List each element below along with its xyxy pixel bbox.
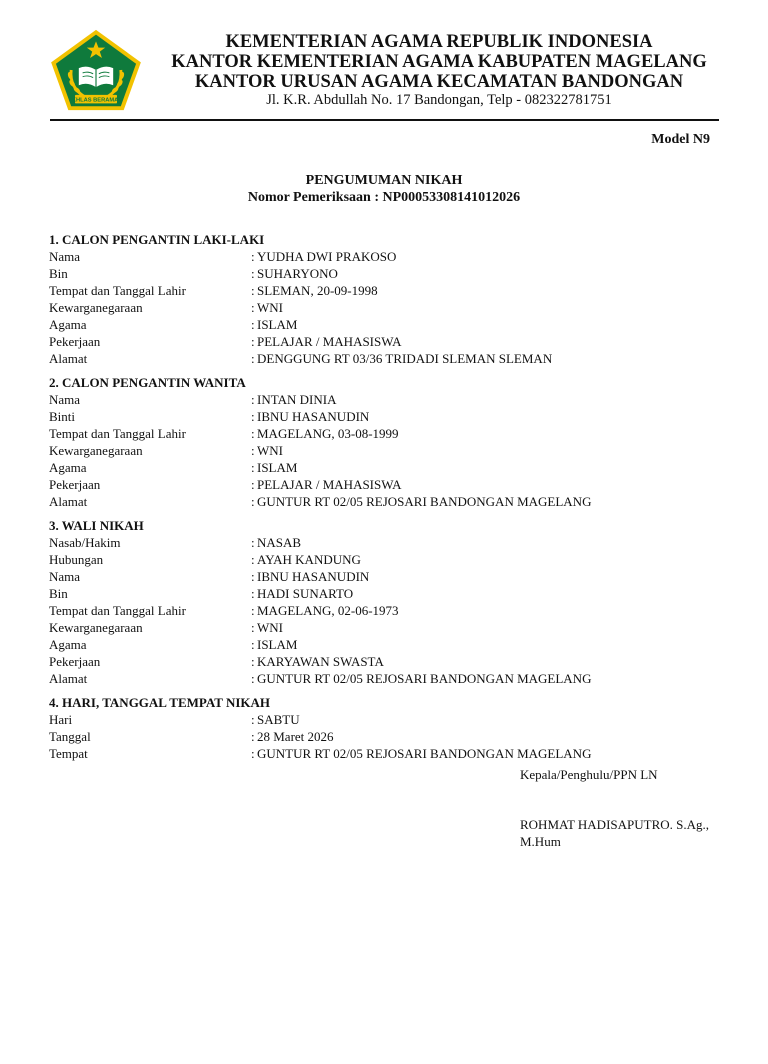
field-row [49, 442, 739, 459]
field-label: Tanggal [49, 729, 91, 744]
document-title: PENGUMUMAN NIKAH [305, 173, 463, 188]
field-row [49, 636, 739, 653]
field-separator: : [251, 392, 255, 407]
field-separator: : [251, 426, 255, 441]
field-row [49, 568, 739, 585]
field-label: Pekerjaan [49, 477, 101, 492]
field-separator: : [251, 637, 255, 652]
field-separator: : [251, 552, 255, 567]
field-label: Alamat [49, 351, 88, 366]
announcement-body [49, 231, 739, 762]
regency-office-name: KANTOR KEMENTERIAN AGAMA KABUPATEN MAGELANG [171, 52, 707, 72]
section-title: 4. HARI, TANGGAL TEMPAT NIKAH [49, 695, 271, 710]
field-value: SABTU [257, 712, 300, 727]
field-value: WNI [257, 300, 283, 315]
section-title: 3. WALI NIKAH [49, 518, 144, 533]
field-label: Nama [49, 569, 81, 584]
field-separator: : [251, 603, 255, 618]
field-label: Pekerjaan [49, 654, 101, 669]
field-label: Alamat [49, 494, 88, 509]
field-separator: : [251, 671, 255, 686]
field-row [49, 391, 739, 408]
field-label: Tempat dan Tanggal Lahir [49, 426, 186, 441]
form-model-code: Model N9 [651, 132, 710, 147]
field-separator: : [251, 460, 255, 475]
field-row [49, 745, 739, 762]
field-separator: : [251, 620, 255, 635]
field-value: SUHARYONO [257, 266, 338, 281]
signatory-name-line1: ROHMAT HADISAPUTRO. S.Ag., [520, 817, 710, 832]
field-row [49, 299, 739, 316]
field-separator: : [251, 729, 255, 744]
field-row [49, 248, 739, 265]
field-separator: : [251, 535, 255, 550]
field-value: MAGELANG, 02-06-1973 [257, 603, 399, 618]
field-label: Nama [49, 392, 81, 407]
field-label: Alamat [49, 671, 88, 686]
field-row [49, 653, 739, 670]
field-separator: : [251, 443, 255, 458]
field-label: Tempat dan Tanggal Lahir [49, 603, 186, 618]
letterhead-divider [50, 119, 719, 121]
field-separator: : [251, 249, 255, 264]
field-label: Kewarganegaraan [49, 443, 143, 458]
field-value: SLEMAN, 20-09-1998 [257, 283, 378, 298]
field-value: MAGELANG, 03-08-1999 [257, 426, 399, 441]
field-value: WNI [257, 443, 283, 458]
field-row [49, 265, 739, 282]
field-value: GUNTUR RT 02/05 REJOSARI BANDONGAN MAGELANG [257, 671, 592, 686]
field-value: WNI [257, 620, 283, 635]
field-value: PELAJAR / MAHASISWA [257, 477, 402, 492]
signatory-name-line2: M.Hum [520, 834, 561, 849]
field-label: Binti [49, 409, 76, 424]
field-value: GUNTUR RT 02/05 REJOSARI BANDONGAN MAGELANG [257, 494, 592, 509]
field-label: Tempat dan Tanggal Lahir [49, 283, 186, 298]
field-row [49, 619, 739, 636]
field-value: ISLAM [257, 317, 298, 332]
field-row [49, 728, 739, 745]
field-label: Kewarganegaraan [49, 620, 143, 635]
field-value: GUNTUR RT 02/05 REJOSARI BANDONGAN MAGELANG [257, 746, 592, 761]
field-value: DENGGUNG RT 03/36 TRIDADI SLEMAN SLEMAN [257, 351, 553, 366]
field-row [49, 476, 739, 493]
field-separator: : [251, 477, 255, 492]
field-value: KARYAWAN SWASTA [257, 654, 384, 669]
field-value: ISLAM [257, 460, 298, 475]
field-separator: : [251, 569, 255, 584]
field-separator: : [251, 409, 255, 424]
office-address: Jl. K.R. Abdullah No. 17 Bandongan, Telp - 082322781751 [266, 92, 612, 108]
field-separator: : [251, 586, 255, 601]
field-separator: : [251, 712, 255, 727]
field-value: AYAH KANDUNG [257, 552, 361, 567]
signatory-name [520, 816, 709, 850]
examination-number: Nomor Pemeriksaan : NP00053308141012026 [247, 190, 521, 205]
section-title: 2. CALON PENGANTIN WANITA [49, 375, 246, 390]
logo-motto: IKHLAS BERAMAL [70, 97, 122, 104]
field-row [49, 425, 739, 442]
field-value: NASAB [257, 535, 302, 550]
signatory-position: Kepala/Penghulu/PPN LN [520, 767, 658, 782]
field-row [49, 493, 739, 510]
ministry-name: KEMENTERIAN AGAMA REPUBLIK INDONESIA [225, 32, 653, 52]
field-value: IBNU HASANUDIN [257, 569, 370, 584]
field-row [49, 602, 739, 619]
kemenag-logo [48, 28, 144, 112]
field-separator: : [251, 283, 255, 298]
field-row [49, 282, 739, 299]
field-separator: : [251, 654, 255, 669]
field-value: YUDHA DWI PRAKOSO [257, 249, 397, 264]
field-label: Hari [49, 712, 73, 727]
field-label: Agama [49, 460, 87, 475]
field-separator: : [251, 351, 255, 366]
field-row [49, 670, 739, 687]
field-row [49, 459, 739, 476]
field-separator: : [251, 266, 255, 281]
field-value: HADI SUNARTO [257, 586, 354, 601]
field-label: Pekerjaan [49, 334, 101, 349]
field-row [49, 316, 739, 333]
field-label: Bin [49, 586, 68, 601]
field-label: Agama [49, 637, 87, 652]
field-row [49, 711, 739, 728]
field-row [49, 551, 739, 568]
field-label: Nasab/Hakim [49, 535, 121, 550]
field-row [49, 585, 739, 602]
field-row [49, 350, 739, 367]
field-value: PELAJAR / MAHASISWA [257, 334, 402, 349]
section-title: 1. CALON PENGANTIN LAKI-LAKI [49, 232, 265, 247]
field-label: Agama [49, 317, 87, 332]
field-label: Hubungan [49, 552, 104, 567]
district-office-name: KANTOR URUSAN AGAMA KECAMATAN BANDONGAN [194, 72, 684, 92]
field-value: INTAN DINIA [257, 392, 337, 407]
field-row [49, 333, 739, 350]
field-row [49, 534, 739, 551]
field-label: Kewarganegaraan [49, 300, 143, 315]
field-separator: : [251, 746, 255, 761]
field-label: Bin [49, 266, 68, 281]
field-label: Nama [49, 249, 81, 264]
field-separator: : [251, 300, 255, 315]
field-label: Tempat [49, 746, 88, 761]
field-separator: : [251, 494, 255, 509]
field-value: IBNU HASANUDIN [257, 409, 370, 424]
field-value: ISLAM [257, 637, 298, 652]
field-row [49, 408, 739, 425]
field-value: 28 Maret 2026 [257, 729, 334, 744]
field-separator: : [251, 317, 255, 332]
field-separator: : [251, 334, 255, 349]
